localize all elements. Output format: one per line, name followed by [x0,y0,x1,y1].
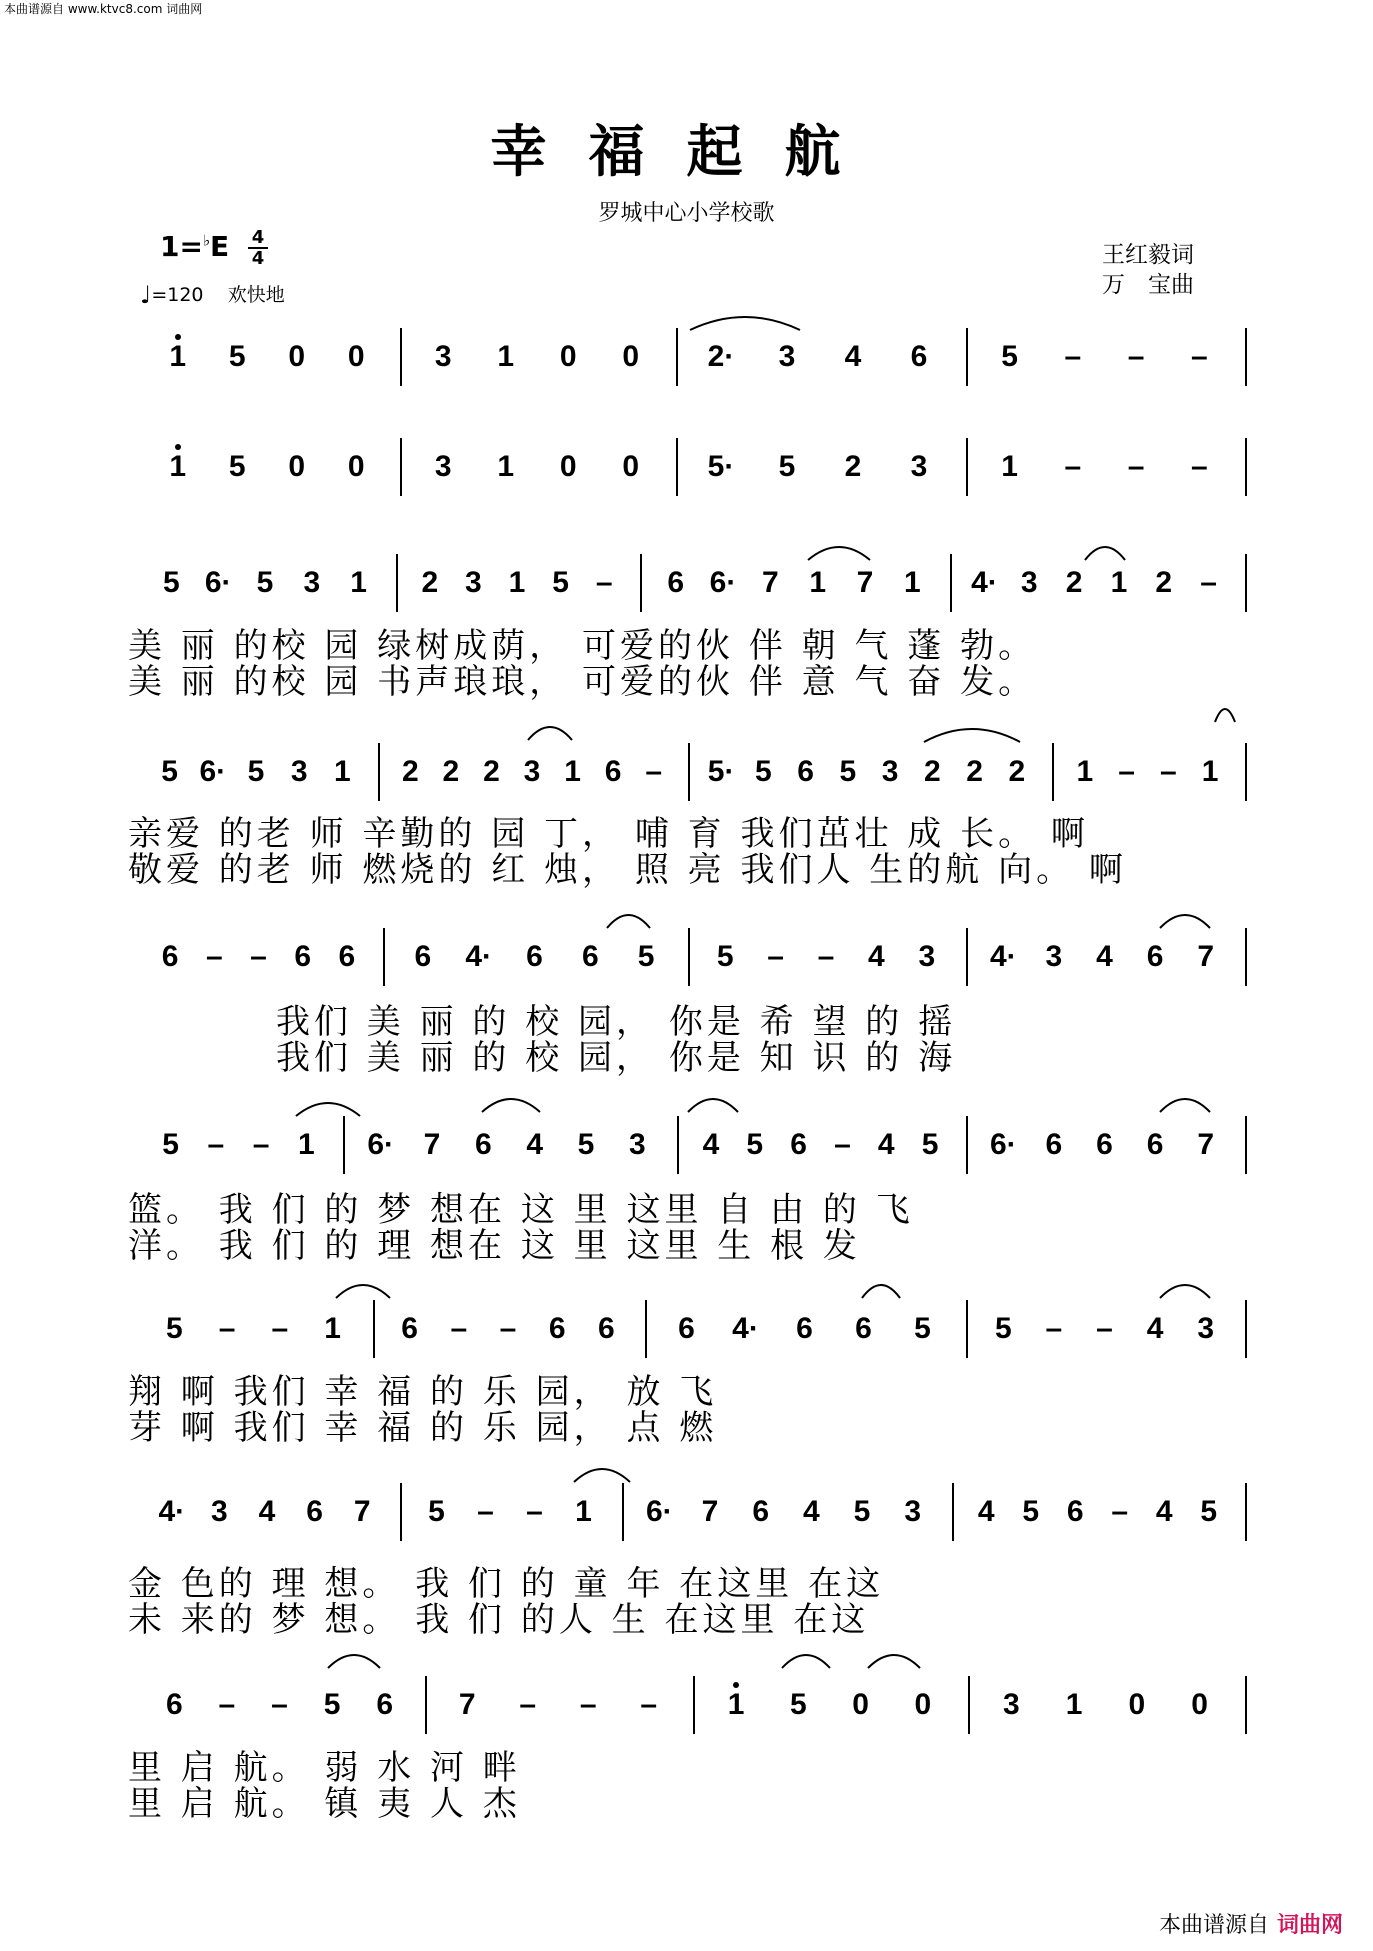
bar-line [966,928,968,986]
note: 3 [523,755,541,788]
note: – [1064,340,1082,373]
note: 5 [552,566,569,599]
note: 5 [247,755,265,788]
note: 1 [508,566,526,599]
song-title: 幸福起航 [490,119,883,185]
note: – [579,1688,597,1721]
note: – [271,1312,289,1345]
note: 1 [1076,755,1094,788]
note: 6 [752,1495,769,1528]
note: 0 [559,450,577,483]
note: 6 [1146,940,1164,973]
note: 5 [755,755,772,788]
note: 5 [323,1688,341,1721]
note: 6 [598,1312,615,1345]
note: 2 [421,566,439,599]
note: 5 [921,1128,939,1161]
note: 1 [1065,1688,1083,1721]
key-prefix: 1= [160,230,203,263]
note: 0 [1191,1688,1208,1721]
composer: 万 宝曲 [1102,272,1194,298]
note: 1 [169,450,187,483]
flat-sign: ♭ [202,231,211,250]
note: 6 [1096,1128,1113,1161]
slur [782,1655,830,1668]
note: 1 [727,1688,745,1721]
note: 0 [288,340,306,373]
slur [1160,915,1210,928]
note: 3 [434,340,452,373]
bar-line [640,554,642,612]
lyric-line: 我们 美 丽 的 校 园， 你是 希 望 的 摇 [276,1002,957,1042]
note: – [218,1688,236,1721]
note: 4 [868,940,885,973]
time-bottom: 4 [248,247,268,268]
note: 4· [971,566,998,599]
note: 6 [401,1312,418,1345]
lyric-line: 翔 啊 我们 幸 福 的 乐 园， 放 飞 [128,1372,718,1412]
footer [1159,1908,1343,1939]
lyric-line: 篮。 我 们 的 梦 想在 这 里 这里 自 由 的 飞 [128,1190,914,1230]
note: 6 [526,940,543,973]
note: 1 [169,340,187,373]
note: 1 [298,1128,315,1161]
note: 6 [165,1688,183,1721]
note: – [1064,450,1082,483]
note: 4 [802,1495,820,1528]
note: 6 [667,566,684,599]
note: 6· [989,1128,1017,1161]
note: 3 [1020,566,1038,599]
slur [688,1099,738,1112]
note: – [645,755,663,788]
bar-line [622,1483,624,1541]
slur [690,317,800,330]
note: 4 [1096,940,1113,973]
note: 5 [428,1495,445,1528]
note: 3 [1197,1312,1215,1345]
bar-line [645,1300,647,1358]
note: – [250,940,267,973]
bar-line [1245,1116,1247,1174]
note: 6· [204,566,232,599]
note: – [595,566,613,599]
bar-line [1245,743,1247,801]
lyric-line: 美 丽 的校 园 书声琅琅， 可爱的伙 伴 意 气 奋 发。 [128,662,1037,702]
note: 2 [442,755,460,788]
slur [528,727,572,740]
key-name: E [210,230,230,263]
tempo-expression: 欢快地 [227,284,285,306]
note: 5 [161,755,178,788]
note: 6 [161,940,179,973]
note: 2 [483,755,500,788]
note: 7 [856,566,874,599]
note: 6· [199,755,227,788]
lyric-line: 金 色的 理 想。 我 们 的 童 年 在这里 在这 [128,1564,885,1604]
lyric-line: 我们 美 丽 的 校 园， 你是 知 识 的 海 [276,1038,957,1078]
note: 4· [989,940,1017,973]
slur [574,1469,630,1482]
note: – [519,1688,537,1721]
note: 7 [701,1495,719,1528]
note: 1 [1201,755,1219,788]
lyric-line: 芽 啊 我们 幸 福 的 乐 园， 点 燃 [128,1408,718,1448]
note: 7 [761,566,779,599]
note: 6 [796,1312,813,1345]
note: 3 [910,450,928,483]
note: 1 [1001,450,1018,483]
note: 3 [881,755,899,788]
lyricist: 王红毅词 [1102,242,1194,268]
note: 2 [966,755,983,788]
note: 6 [910,340,928,373]
note: – [1127,450,1145,483]
note: 2 [1065,566,1083,599]
note: 5· [707,450,735,483]
note: 4· [465,940,493,973]
note: 2· [707,340,735,373]
note: 5 [914,1312,931,1345]
note: 5 [839,755,857,788]
time-top: 4 [251,227,265,248]
song-subtitle: 罗城中心小学校歌 [598,201,775,226]
slur [1160,1285,1210,1298]
note: 6 [855,1312,872,1345]
note: 6 [414,940,432,973]
slur [607,915,650,928]
note: 6 [338,940,356,973]
note: 1 [350,566,367,599]
note: 4 [526,1128,543,1161]
note: 0 [347,450,365,483]
note: 5 [1200,1495,1218,1528]
bar-line [676,438,678,496]
note: 0 [852,1688,869,1721]
note: 5 [746,1128,764,1161]
lyric-line: 未 来的 梦 想。 我 们 的人 生 在这里 在这 [128,1600,870,1640]
note: – [1127,340,1145,373]
note: 0 [914,1688,932,1721]
note: 7 [423,1128,441,1161]
top-watermark: 本曲谱源自 www.ktvc8.com 词曲网 [4,2,203,16]
bar-line [950,554,952,612]
note: 3 [1003,1688,1020,1721]
note: 1 [1110,566,1128,599]
bar-line [425,1676,427,1734]
bar-line [383,928,385,986]
note: 6· [367,1128,394,1161]
note: 4 [844,340,862,373]
note: 6 [678,1312,695,1345]
note: 0 [347,340,365,373]
note: 5 [716,940,734,973]
note: 3 [628,1128,646,1161]
note: 0 [288,450,306,483]
note: 5 [853,1495,871,1528]
note: 5 [163,566,180,599]
note: 6 [581,940,599,973]
bar-line [693,1676,695,1734]
bar-line [688,928,690,986]
bar-line [677,1116,679,1174]
note: 1 [324,1312,341,1345]
note: 5 [228,450,246,483]
bar-line [676,328,678,386]
note: 7 [458,1688,476,1721]
note: 6 [1045,1128,1063,1161]
note: 4 [977,1495,995,1528]
note: 6 [306,1495,323,1528]
lyric-line: 敬爱 的老 师 燃烧的 红 烛， 照 亮 我们人 生的航 向。 啊 [128,850,1127,890]
note: 5 [577,1128,595,1161]
tempo-marking [140,280,285,309]
bar-line [1245,438,1247,496]
lyric-line: 亲爱 的老 师 辛勤的 园 丁， 哺 育 我们茁壮 成 长。 啊 [128,814,1089,854]
slur [296,1103,360,1116]
note: – [1160,755,1177,788]
bar-line [1052,743,1054,801]
bar-line [1245,328,1247,386]
note: 7 [1197,1128,1215,1161]
note: 4· [158,1495,186,1528]
note: 6 [790,1128,807,1161]
note: 6 [604,755,622,788]
note: 5 [166,1312,183,1345]
note: – [767,940,784,973]
note: – [477,1495,494,1528]
bar-line [966,328,968,386]
bar-line [1245,1483,1247,1541]
note: 5 [994,1312,1012,1345]
note: – [1191,450,1208,483]
bar-line [400,1483,402,1541]
note: 1 [334,755,351,788]
note: – [205,940,223,973]
note: 3 [778,340,796,373]
note: – [1200,566,1217,599]
note: 6 [376,1688,394,1721]
credits [1102,240,1194,300]
bar-line [373,1300,375,1358]
bar-line [688,743,690,801]
bar-line [378,743,380,801]
bar-line [966,438,968,496]
note: 0 [1128,1688,1146,1721]
slur [1160,1099,1210,1112]
key-signature [160,230,229,263]
bar-line [966,1116,968,1174]
note: 3 [1045,940,1063,973]
note: 5 [162,1128,179,1161]
note: 5 [1022,1495,1040,1528]
note: 4 [258,1495,276,1528]
note: 3 [918,940,936,973]
note: 0 [559,340,577,373]
note: – [1118,755,1135,788]
note: 1 [564,755,581,788]
slur [1085,547,1125,560]
note: 4 [877,1128,895,1161]
bar-line [1245,1300,1247,1358]
note: 6 [294,940,312,973]
note: 4 [1155,1495,1173,1528]
high-octave-dot [175,334,181,340]
note: 6 [474,1128,492,1161]
note: 5 [790,1688,807,1721]
note: 6· [645,1495,673,1528]
slur [868,1655,920,1668]
slur [1215,709,1235,722]
lyric-line: 美 丽 的校 园 绿树成荫， 可爱的伙 伴 朝 气 蓬 勃。 [128,626,1037,666]
note: 1 [575,1495,592,1528]
note: 6 [797,755,814,788]
note: – [252,1128,270,1161]
note: 3 [434,450,452,483]
slur [808,547,870,560]
note: 5 [1001,340,1018,373]
bar-line [343,1116,345,1174]
note: 2 [924,755,941,788]
bar-line [400,438,402,496]
note: – [834,1128,851,1161]
time-signature [248,228,268,268]
note: – [640,1688,658,1721]
bar-line [966,1300,968,1358]
bar-line [1245,928,1247,986]
bar-line [968,1676,970,1734]
note: 5· [707,755,735,788]
footer-source: 本曲谱源自 [1158,1913,1269,1938]
note: 1 [497,340,515,373]
note: – [1045,1312,1063,1345]
note: 7 [1197,940,1215,973]
note: – [1191,340,1208,373]
footer-brand: 词曲网 [1276,1913,1343,1938]
high-octave-dot [175,444,181,450]
note: 6 [1066,1495,1084,1528]
note: 3 [465,566,482,599]
note: 3 [904,1495,921,1528]
note: 5 [778,450,796,483]
note: – [218,1312,236,1345]
note: 5 [256,566,274,599]
note: 6· [709,566,737,599]
note: 3 [290,755,308,788]
quarter-note-icon: ♩ [140,281,152,309]
bar-line [1245,554,1247,612]
note: 2 [1008,755,1026,788]
lyric-line: 洋。 我 们 的 理 想在 这 里 这里 生 根 发 [128,1226,861,1266]
note: – [499,1312,517,1345]
slur [482,1099,540,1112]
bar-line [396,554,398,612]
slur [328,1655,380,1668]
note: 2 [401,755,419,788]
note: 4· [732,1312,759,1345]
note: 6 [548,1312,566,1345]
note: – [450,1312,468,1345]
note: 2 [844,450,862,483]
tempo-bpm: =120 [151,284,204,306]
note: 6 [1146,1128,1164,1161]
slur [924,729,1020,742]
note: 3 [303,566,321,599]
note: 4 [702,1128,720,1161]
note: 1 [903,566,921,599]
note: 7 [353,1495,371,1528]
note: – [1111,1495,1129,1528]
bar-line [400,328,402,386]
note: – [1096,1312,1113,1345]
slur [336,1285,390,1298]
note: 4 [1146,1312,1164,1345]
note: 1 [809,566,826,599]
note: 0 [622,340,640,373]
note: – [526,1495,543,1528]
lyric-line: 里 启 航。 镇 夷 人 杰 [128,1784,521,1824]
note: 5 [637,940,655,973]
note: 1 [497,450,515,483]
note: – [817,940,835,973]
note: – [271,1688,288,1721]
lyric-line: 里 启 航。 弱 水 河 畔 [128,1748,521,1788]
slur [862,1285,900,1298]
bar-line [1245,1676,1247,1734]
note: 3 [211,1495,228,1528]
bar-line [952,1483,954,1541]
note: – [207,1128,225,1161]
note: 0 [622,450,640,483]
note: 2 [1155,566,1173,599]
note: 5 [228,340,246,373]
